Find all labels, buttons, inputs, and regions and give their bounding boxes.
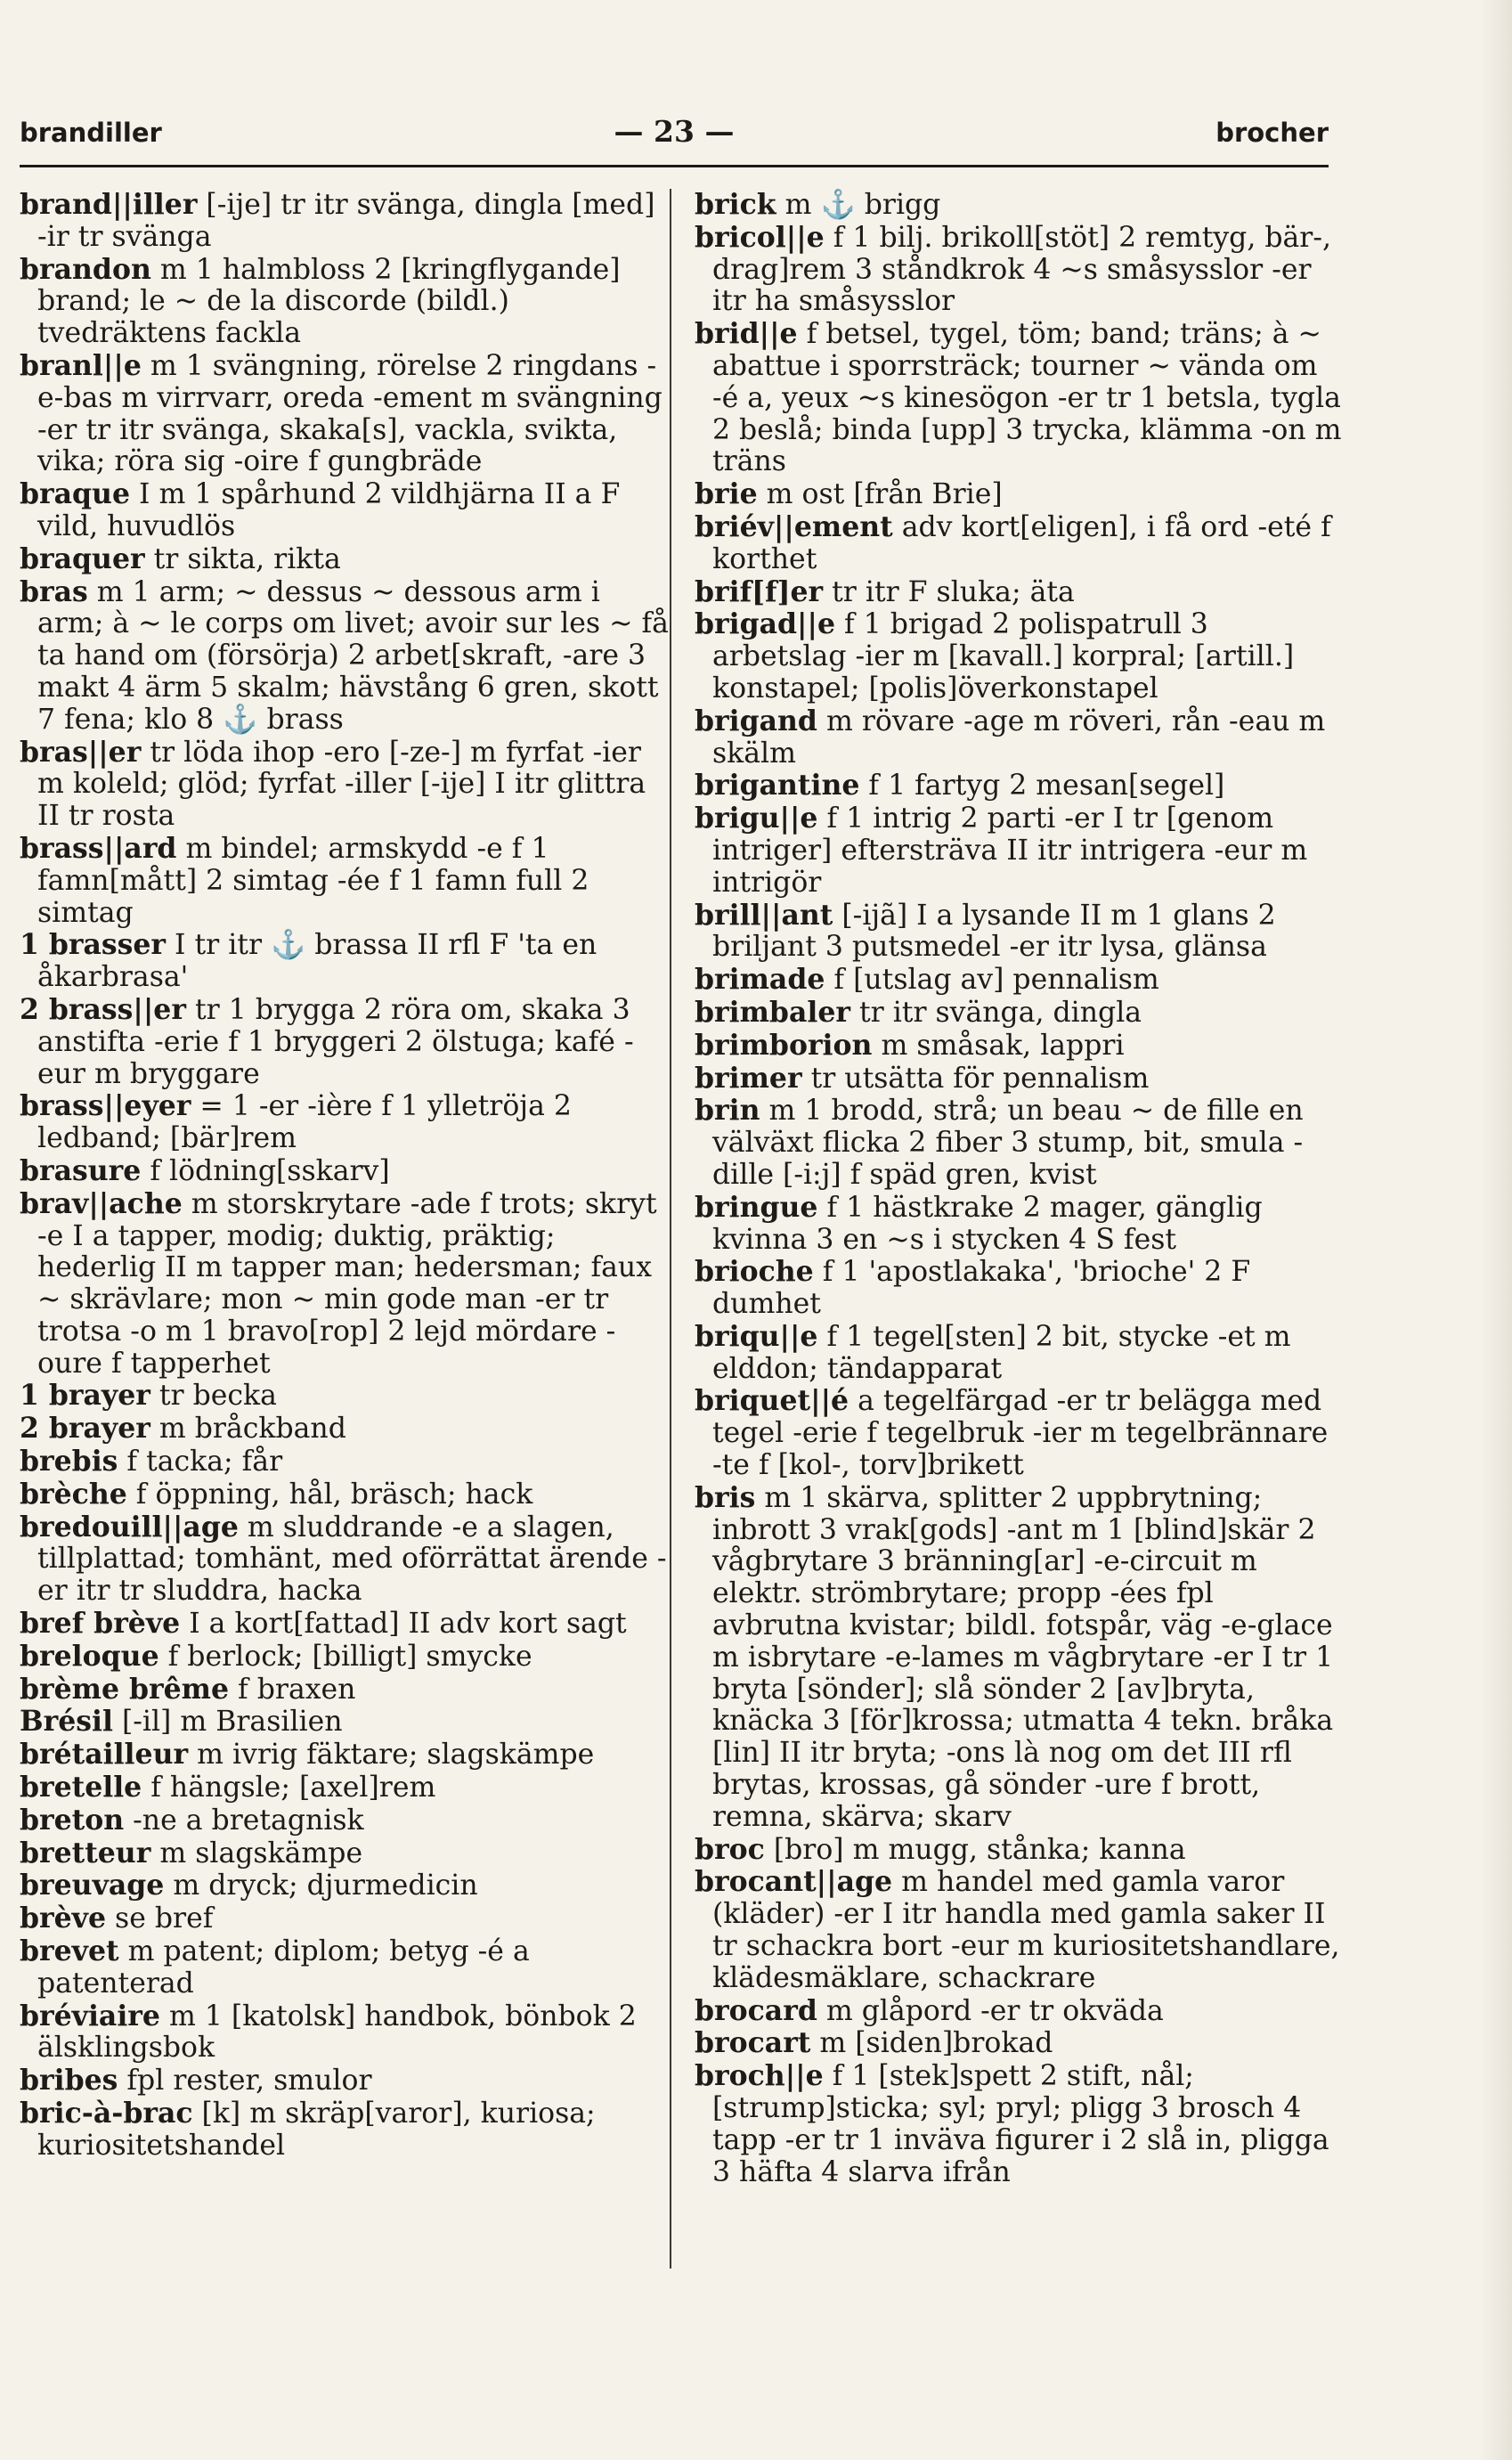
definition: f 1 hästkrake 2 mager, gänglig kvinna 3 en ~s i stycken 4 S fest bbox=[712, 1191, 1263, 1256]
dictionary-entry bbox=[20, 994, 670, 1090]
headword: brocant||age bbox=[695, 1865, 893, 1899]
definition: m patent; diplom; betyg -é a patenterad bbox=[37, 1935, 530, 2000]
dictionary-entry bbox=[695, 997, 1345, 1030]
headword: brevet bbox=[20, 1935, 119, 1968]
dictionary-entry bbox=[695, 900, 1345, 965]
dictionary-entry bbox=[20, 2098, 670, 2163]
definition: se bref bbox=[106, 1902, 214, 1935]
definition: -ne a bretagnisk bbox=[124, 1804, 364, 1837]
header-rule bbox=[20, 165, 1329, 167]
dictionary-entry bbox=[695, 1866, 1345, 1994]
definition: f 1 [stek]spett 2 stift, nål; [strump]sticka; syl; pryl; pligg 3 brosch 4 tapp -er tr 1 inväva figurer i 2 slå in, pligga 3 häfta 4 slarva ifrån bbox=[712, 2060, 1329, 2188]
dictionary-entry bbox=[20, 189, 670, 254]
headword: brebis bbox=[20, 1445, 118, 1478]
definition: m 1 brodd, strå; un beau ~ de fille en välväxt flicka 2 fiber 3 stump, bit, smula -dille [-i:j] f späd gren, kvist bbox=[712, 1095, 1304, 1191]
headword: brigad||e bbox=[695, 607, 836, 641]
headword: breloque bbox=[20, 1639, 159, 1673]
definition: f [utslag av] pennalism bbox=[825, 964, 1159, 997]
header-last-word: brocher bbox=[1215, 118, 1329, 148]
headword: 2 brass||er bbox=[20, 992, 186, 1026]
headword: brick bbox=[695, 188, 776, 221]
definition: I a kort[fattad] II adv kort sagt bbox=[180, 1608, 627, 1641]
headword: Brésil bbox=[20, 1705, 113, 1739]
definition: m 1 svängning, rörelse 2 ringdans -e-bas m virrvarr, oreda -ement m svängning -er tr itr svänga, skaka[s], vackla, svikta, vika; röra sig -oire f gungbräde bbox=[37, 349, 663, 478]
headword: brème brême bbox=[20, 1672, 230, 1706]
headword: 2 brayer bbox=[20, 1412, 150, 1446]
definition: m bråckband bbox=[150, 1413, 346, 1446]
dictionary-entry bbox=[20, 2000, 670, 2065]
header-first-word: brandiller bbox=[20, 118, 162, 148]
definition: m [siden]brokad bbox=[810, 2027, 1053, 2060]
headword: bric-à-brac bbox=[20, 2097, 193, 2130]
dictionary-entry bbox=[695, 2060, 1345, 2188]
dictionary-entry bbox=[20, 1641, 670, 1674]
headword: brie bbox=[695, 477, 758, 511]
dictionary-entry bbox=[20, 478, 670, 543]
headword: briév||ement bbox=[695, 509, 893, 543]
dictionary-entry bbox=[20, 543, 670, 576]
definition: f braxen bbox=[229, 1673, 356, 1706]
headword: bras bbox=[20, 574, 88, 608]
definition: m 1 [katolsk] handbok, bönbok 2 älsklingsbok bbox=[37, 2000, 637, 2065]
dictionary-entry bbox=[20, 576, 670, 737]
dictionary-entry bbox=[695, 2027, 1345, 2060]
definition: fpl rester, smulor bbox=[118, 2065, 372, 2098]
definition: f 1 tegel[sten] 2 bit, stycke -et m elddon; tändapparat bbox=[712, 1320, 1291, 1385]
definition: m småsak, lappri bbox=[872, 1029, 1125, 1062]
definition: m storskrytare -ade f trots; skryt -e I a tapper, modig; duktig, präktig; hederlig II m tapper man; hedersman; faux ~ skrävlare; mon ~ min gode man -er tr trotsa -o m 1 bravo[rop] 2 lejd mördare -oure f tapperhet bbox=[37, 1187, 657, 1380]
dictionary-entry bbox=[20, 1188, 670, 1381]
definition: m bindel; armskydd -e f 1 famn[mått] 2 simtag -ée f 1 famn full 2 simtag bbox=[37, 832, 589, 929]
dictionary-entry bbox=[20, 1608, 670, 1641]
headword: brèche bbox=[20, 1477, 127, 1511]
definition: f betsel, tygel, töm; band; träns; à ~ abattue i sporrsträck; tourner ~ vända om -é a, yeux ~s kinesögon -er tr 1 betsla, tygla 2 beslå; binda [upp] 3 trycka, klämma -on m träns bbox=[712, 318, 1342, 478]
headword: brocart bbox=[695, 2026, 811, 2060]
definition: a tegelfärgad -er tr belägga med tegel -erie f tegelbruk -ier m tegelbrännare -te f [kol-, torv]brikett bbox=[712, 1385, 1329, 1482]
dictionary-entry bbox=[20, 1413, 670, 1446]
dictionary-entry bbox=[20, 1902, 670, 1935]
headword: brigu||e bbox=[695, 802, 818, 835]
dictionary-entry bbox=[695, 1095, 1345, 1191]
dictionary-entry bbox=[695, 1321, 1345, 1386]
dictionary-entry bbox=[695, 478, 1345, 511]
headword: brandon bbox=[20, 252, 151, 286]
definition: m rövare -age m röveri, rån -eau m skälm bbox=[712, 705, 1326, 770]
headword: bretelle bbox=[20, 1771, 142, 1804]
dictionary-entry bbox=[20, 929, 670, 994]
headword: bras||er bbox=[20, 735, 142, 769]
dictionary-entry bbox=[695, 318, 1345, 478]
definition: tr itr svänga, dingla bbox=[849, 996, 1142, 1029]
dictionary-entry bbox=[20, 1511, 670, 1608]
headword: brass||ard bbox=[20, 831, 177, 865]
dictionary-entry bbox=[20, 737, 670, 833]
dictionary-entry bbox=[695, 1192, 1345, 1257]
dictionary-entry bbox=[20, 1837, 670, 1870]
dictionary-entry bbox=[695, 1256, 1345, 1321]
dictionary-entry bbox=[695, 964, 1345, 997]
dictionary-entry bbox=[20, 1478, 670, 1511]
headword: brand||iller bbox=[20, 188, 198, 221]
headword: bréviaire bbox=[20, 1999, 160, 2032]
definition: m handel med gamla varor (kläder) -er I itr handla med gamla saker II tr schackra bort -eur m kuriositetshandlare, klädesmäklare, schackrare bbox=[712, 1866, 1340, 1994]
definition: m ⚓ brigg bbox=[776, 189, 941, 221]
headword: bribes bbox=[20, 2064, 118, 2098]
dictionary-entry bbox=[20, 1739, 670, 1772]
definition: I m 1 spårhund 2 vildhjärna II a F vild, huvudlös bbox=[37, 478, 621, 542]
dictionary-entry bbox=[695, 802, 1345, 899]
dictionary-entry bbox=[695, 1063, 1345, 1096]
definition: m ivrig fäktare; slagskämpe bbox=[188, 1739, 595, 1772]
definition: tr itr F sluka; äta bbox=[823, 575, 1075, 608]
headword: breuvage bbox=[20, 1869, 165, 1902]
definition: I tr itr ⚓ brassa II rfl F 'ta en åkarbrasa' bbox=[37, 929, 597, 994]
headword: braquer bbox=[20, 542, 145, 575]
definition: f 1 intrig 2 parti -er I tr [genom intriger] eftersträva II itr intrigera -eur m intrigör bbox=[712, 802, 1308, 899]
definition: [-ije] tr itr svänga, dingla [med] -ir tr svänga bbox=[37, 189, 655, 253]
headword: breton bbox=[20, 1803, 125, 1837]
headword: brétailleur bbox=[20, 1738, 189, 1772]
headword: bref brève bbox=[20, 1607, 181, 1641]
definition: m glåpord -er tr okväda bbox=[817, 1994, 1164, 2027]
definition: m slagskämpe bbox=[150, 1837, 363, 1869]
definition: [-il] m Brasilien bbox=[112, 1706, 343, 1739]
definition: f 1 fartyg 2 mesan[segel] bbox=[859, 770, 1225, 802]
page-header bbox=[20, 114, 1329, 159]
definition: adv kort[eligen], i få ord -eté f korthet bbox=[712, 510, 1331, 575]
dictionary-entry bbox=[20, 1155, 670, 1188]
definition: tr sikta, rikta bbox=[144, 542, 341, 575]
headword: brigand bbox=[695, 704, 817, 737]
headword: brav||ache bbox=[20, 1186, 183, 1220]
definition: f 1 brigad 2 polispatrull 3 arbetslag -ier m [kavall.] korpral; [artill.] konstapel; [polis]överkonstapel bbox=[712, 608, 1295, 705]
headword: brocard bbox=[695, 1993, 817, 2027]
headword: brass||eyer bbox=[20, 1089, 191, 1123]
headword: brève bbox=[20, 1902, 107, 1935]
headword: brimbaler bbox=[695, 995, 850, 1029]
definition: f lödning[sskarv] bbox=[141, 1154, 390, 1187]
dictionary-entry bbox=[20, 1772, 670, 1804]
definition: f öppning, hål, bräsch; hack bbox=[126, 1478, 533, 1511]
dictionary-entry bbox=[695, 705, 1345, 770]
headword: branl||e bbox=[20, 348, 142, 382]
headword: bredouill||age bbox=[20, 1510, 239, 1544]
definition: [bro] m mugg, stånka; kanna bbox=[764, 1833, 1186, 1866]
headword: brasure bbox=[20, 1153, 142, 1187]
dictionary-entry bbox=[20, 833, 670, 929]
definition: [-ijã] I a lysande II m 1 glans 2 briljant 3 putsmedel -er itr lysa, glänsa bbox=[712, 899, 1276, 964]
left-column bbox=[20, 189, 670, 2163]
definition: f berlock; [billigt] smycke bbox=[159, 1640, 532, 1673]
definition: = 1 -er -ière f 1 ylletröja 2 ledband; [bär]rem bbox=[37, 1090, 572, 1155]
dictionary-entry bbox=[695, 1834, 1345, 1867]
headword: brill||ant bbox=[695, 898, 833, 932]
headword: bris bbox=[695, 1480, 756, 1514]
dictionary-entry bbox=[20, 1090, 670, 1155]
headword: broc bbox=[695, 1832, 765, 1866]
headword: bringue bbox=[695, 1190, 818, 1224]
definition: f 1 bilj. brikoll[stöt] 2 remtyg, bär-, drag]rem 3 ståndkrok 4 ~s småsysslor -er itr ha småsysslor bbox=[712, 221, 1332, 318]
headword: briquet||é bbox=[695, 1384, 849, 1418]
headword: 1 brayer bbox=[20, 1379, 150, 1413]
dictionary-entry bbox=[695, 1995, 1345, 2028]
dictionary-entry bbox=[20, 1674, 670, 1707]
definition: f hängsle; [axel]rem bbox=[142, 1772, 436, 1804]
dictionary-entry bbox=[20, 1706, 670, 1739]
dictionary-entry bbox=[20, 1380, 670, 1413]
definition: tr 1 brygga 2 röra om, skaka 3 anstifta -erie f 1 bryggeri 2 ölstuga; kafé -eur m bryggare bbox=[37, 993, 634, 1090]
page-number: — 23 — bbox=[614, 114, 735, 149]
definition: [k] m skräp[varor], kuriosa; kuriositetshandel bbox=[37, 2098, 596, 2162]
dictionary-entry bbox=[695, 1030, 1345, 1063]
headword: brid||e bbox=[695, 317, 798, 351]
definition: m 1 skärva, splitter 2 uppbrytning; inbrott 3 vrak[gods] -ant m 1 [blind]skär 2 vågbrytare 3 bränning[ar] -e-circuit m elektr. strömbrytare; propp -ées fpl avbrutna kvistar; bildl. fotspår, väg -e-glace m isbrytare -e-lames m vågbrytare -er I tr 1 bryta [sönder]; slå sönder 2 [av]bryta, knäcka 3 [för]krossa; utmatta 4 tekn. bråka [lin] II itr bryta; -ons là nog om det III rfl brytas, krossas, gå sönder -ure f brott, remna, skärva; skarv bbox=[712, 1481, 1334, 1833]
headword: brigantine bbox=[695, 769, 860, 802]
dictionary-entry bbox=[20, 254, 670, 350]
dictionary-entry bbox=[695, 770, 1345, 802]
definition: tr becka bbox=[150, 1380, 277, 1413]
dictionary-entry bbox=[20, 1869, 670, 1902]
definition: tr löda ihop -ero [-ze-] m fyrfat -ier m koleld; glöd; fyrfat -iller [-ije] I itr glittra II tr rosta bbox=[37, 736, 646, 833]
headword: briqu||e bbox=[695, 1319, 818, 1353]
dictionary-entry bbox=[695, 511, 1345, 576]
column-divider bbox=[670, 189, 671, 2269]
right-column bbox=[695, 189, 1345, 2188]
headword: bretteur bbox=[20, 1836, 151, 1869]
page-edge bbox=[1480, 0, 1512, 2460]
headword: 1 brasser bbox=[20, 928, 167, 962]
dictionary-entry bbox=[20, 1935, 670, 2000]
definition: m sluddrande -e a slagen, tillplattad; tomhänt, med oförrättat ärende -er itr tr sluddra, hacka bbox=[37, 1511, 667, 1608]
dictionary-entry bbox=[20, 350, 670, 478]
headword: braque bbox=[20, 477, 131, 511]
dictionary-entry bbox=[695, 608, 1345, 705]
dictionary-entry bbox=[695, 1482, 1345, 1834]
definition: tr utsätta för pennalism bbox=[801, 1062, 1150, 1095]
headword: brin bbox=[695, 1094, 760, 1128]
headword: brioche bbox=[695, 1255, 814, 1289]
dictionary-entry bbox=[695, 1385, 1345, 1481]
headword: broch||e bbox=[695, 2059, 824, 2093]
definition: m 1 arm; ~ dessus ~ dessous arm i arm; à ~ le corps om livet; avoir sur les ~ få ta hand om (försörja) 2 arbet[skraft, -are 3 makt 4 ärm 5 skalm; hävstång 6 gren, skott 7 fena; klo 8 ⚓ brass bbox=[37, 575, 669, 736]
dictionary-entry bbox=[695, 576, 1345, 609]
definition: f tacka; får bbox=[118, 1446, 283, 1478]
definition: m ost [från Brie] bbox=[757, 478, 1003, 511]
headword: brimer bbox=[695, 1061, 802, 1095]
dictionary-entry bbox=[695, 189, 1345, 222]
headword: bricol||e bbox=[695, 220, 825, 254]
definition: f 1 'apostlakaka', 'brioche' 2 F dumhet bbox=[712, 1256, 1251, 1321]
dictionary-entry bbox=[695, 222, 1345, 318]
definition: m dryck; djurmedicin bbox=[164, 1869, 478, 1902]
dictionary-entry bbox=[20, 2065, 670, 2098]
headword: brimade bbox=[695, 963, 825, 997]
dictionary-entry bbox=[20, 1446, 670, 1478]
definition: m 1 halmbloss 2 [kringflygande] brand; le ~ de la discorde (bildl.) tvedräktens fackla bbox=[37, 253, 621, 350]
dictionary-entry bbox=[20, 1804, 670, 1837]
headword: brimborion bbox=[695, 1028, 873, 1062]
headword: brif[f]er bbox=[695, 574, 824, 608]
